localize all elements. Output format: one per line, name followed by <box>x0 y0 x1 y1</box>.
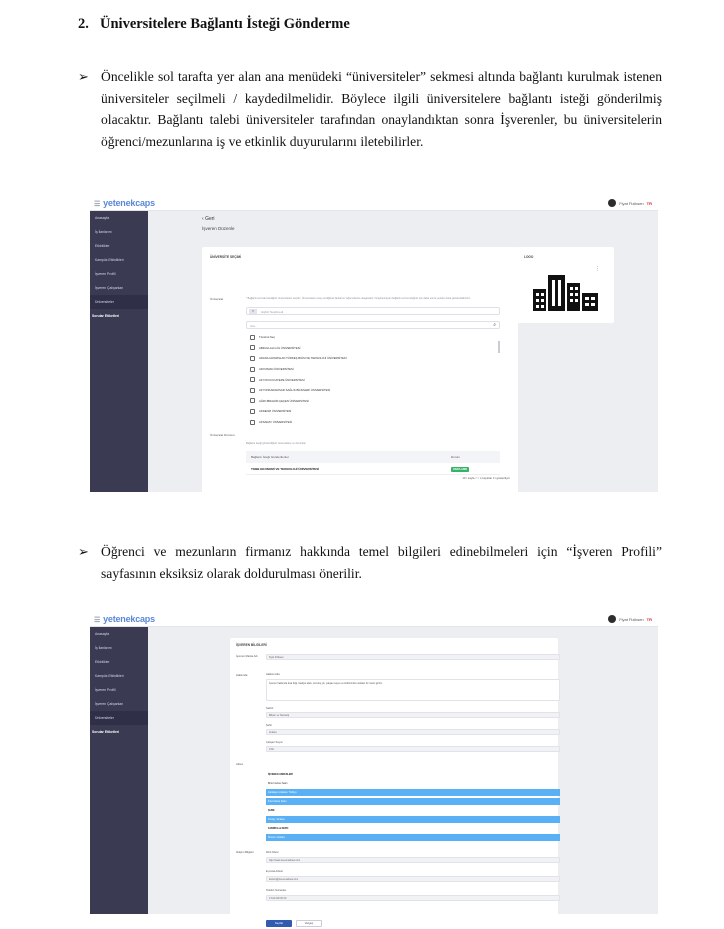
list-item-label: ABDULLAH GÜL ÜNİVERSİTESİ <box>259 345 301 350</box>
phone-input[interactable]: 0 312 000 00 00 <box>266 895 560 901</box>
sidebar-item[interactable]: İş İlanlarım <box>95 230 112 234</box>
sidebar-menu <box>90 211 148 492</box>
language-selector[interactable]: TR <box>646 200 652 206</box>
sidebar-item[interactable]: Anasayfa <box>95 632 110 636</box>
app-logo[interactable]: ☰ yetenekcaps <box>94 614 155 624</box>
city-label: Şehir <box>266 724 273 727</box>
sidebar-item[interactable]: Etkinlikler <box>95 660 110 664</box>
status-hint: Bağlantı isteği gönderdiğiniz üniversiteler ve durumları <box>246 442 307 445</box>
list-item[interactable] <box>250 417 504 428</box>
list-item-label: AĞRI İBRAHİM ÇEÇEN ÜNİVERSİTESİ <box>259 398 310 403</box>
bullet-text-1: Öncelikle sol tarafta yer alan ana menüdeki “üniversiteler” sekmesi altında bağlantı kurulmak istenen üniversiteler seçilmeli / kaydedilmelidir. Böylece ilgili üniversitelere bağlantı isteği gönderilmiş olacaktır. Bağlantı talebi üniversiteler tarafından onaylandıktan sonra İşverenler, bu üniversitelerin öğrenci/mezunlarına iş ve etkinlik duyurularını iletebilirler. <box>101 69 662 149</box>
app-topbar <box>90 196 658 211</box>
search-icon: ⌕ <box>493 322 496 328</box>
more-options-icon[interactable]: ⋮ <box>595 266 600 272</box>
sidebar-item[interactable]: Sorular Etiketleri <box>92 314 120 318</box>
university-search-input[interactable] <box>246 321 500 329</box>
address-option[interactable]: ŞUBE <box>268 809 275 812</box>
university-label: Üniversite <box>210 297 224 301</box>
section-heading <box>78 16 350 33</box>
list-item[interactable] <box>250 332 504 343</box>
address-label: Adres <box>236 763 244 766</box>
user-menu[interactable] <box>608 199 652 207</box>
address-option[interactable]: Çankaya / Ankara / Türkiye <box>266 789 560 796</box>
sidebar-item[interactable]: İş İlanlarım <box>95 646 112 650</box>
sidebar-item[interactable]: Sorular Etiketleri <box>92 730 120 734</box>
checkbox[interactable] <box>250 335 255 340</box>
about-sub-label: Hakkımızda <box>266 673 280 676</box>
firm-name-input[interactable]: Fiyat Fiziksen <box>266 654 560 660</box>
university-selection-card <box>202 247 518 497</box>
dropdown-toggle-icon[interactable]: ▾ <box>249 309 257 314</box>
sector-select[interactable]: Bilişim ve Teknoloji <box>266 712 560 718</box>
list-item[interactable] <box>250 385 504 396</box>
sidebar-menu <box>90 627 148 914</box>
sidebar-item[interactable]: İşveren Profili <box>95 688 116 692</box>
table-header-name: Bağlantı İsteği Gönderilenler <box>251 455 289 459</box>
size-label: Çalışan Sayısı <box>266 741 283 744</box>
contact-label: İletişim Bilgileri <box>236 851 254 854</box>
arrow-bullet-icon: ➢ <box>78 69 89 84</box>
employer-profile-form <box>230 638 558 929</box>
table-header-status: Durum <box>451 455 461 459</box>
list-item-label: ADIYAMAN ÜNİVERSİTESİ <box>259 367 294 372</box>
card-title: ÜNİVERSİTE SEÇİMİ <box>210 255 241 259</box>
email-input[interactable]: iletisim@isverenadresi.com <box>266 876 560 882</box>
address-option[interactable]: Birinci Adres Satırı <box>268 782 288 785</box>
sidebar-item[interactable]: Kampüs Etkinlikleri <box>95 258 124 262</box>
logo-card-title: LOGO <box>524 255 534 259</box>
avatar <box>608 199 616 207</box>
sidebar-item[interactable]: Etkinlikler <box>95 244 110 248</box>
city-select[interactable]: Ankara <box>266 729 560 735</box>
save-button[interactable]: Kaydet <box>266 920 292 927</box>
about-textarea[interactable]: İşveren hakkında kısa bilgi, faaliyet alanı, kuruluş yılı, çalışan sayısı ve kültürünüzü anlatan bir metin giriniz. <box>266 679 560 701</box>
list-item-label: AKSARAY ÜNİVERSİTESİ <box>259 420 293 425</box>
address-option[interactable]: Sincan / Ankara <box>266 834 560 841</box>
address-option[interactable]: FABRİKA & DEPO <box>268 827 289 830</box>
table-header <box>246 451 500 463</box>
table-row <box>246 463 500 475</box>
web-label: Web Sitesi <box>266 851 279 854</box>
menu-icon[interactable]: ☰ <box>94 201 101 208</box>
university-list <box>250 332 504 427</box>
sector-label: Sektör <box>266 707 274 710</box>
cancel-button[interactable]: Vazgeç <box>296 920 322 927</box>
checkbox[interactable] <box>250 420 255 425</box>
app-logo[interactable]: ☰ yetenekcaps <box>94 198 155 208</box>
screenshot-employer-profile-page <box>90 612 658 925</box>
checkbox[interactable] <box>250 398 255 403</box>
app-topbar <box>90 612 658 627</box>
list-scrollbar[interactable] <box>498 341 500 353</box>
list-item[interactable] <box>250 374 504 385</box>
sidebar-item[interactable]: Anasayfa <box>95 216 110 220</box>
checkbox[interactable] <box>250 367 255 372</box>
checkbox[interactable] <box>250 345 255 350</box>
connection-table <box>246 451 500 475</box>
form-title: İŞVEREN BİLGİLERİ <box>236 643 267 647</box>
menu-icon[interactable]: ☰ <box>94 617 101 624</box>
address-option[interactable]: İŞVEREN ADRESLERİ <box>268 773 293 776</box>
phone-label: Telefon Numarası <box>266 889 287 892</box>
status-badge: ONAYLANDI <box>453 467 467 471</box>
section-number: 2. <box>78 16 89 32</box>
list-item[interactable] <box>250 406 504 417</box>
logo-card <box>516 247 614 323</box>
checkbox[interactable] <box>250 356 255 361</box>
arrow-bullet-icon: ➢ <box>78 544 89 559</box>
university-hint: * Bağlantı kurmak istediğiniz üniversiteleri seçiniz. Üniversiteler onay verdiğinde ilanlarınız öğrencilerine ulaşacaktır. Onaylanmayan bağlantı kurma isteğiniz için daha sonra yeniden istek gönderebilirsiniz. <box>246 297 471 300</box>
firm-name-label: İşveren Marka Adı <box>236 655 258 658</box>
select-placeholder: Hiçbiri Seçilmedi <box>261 309 284 314</box>
back-link[interactable]: ‹ Geri <box>202 216 215 222</box>
address-option[interactable]: İkinci Adres Satırı <box>266 798 560 805</box>
bullet-paragraph-1 <box>78 66 662 152</box>
size-select[interactable]: 0-50 <box>266 746 560 752</box>
list-item[interactable] <box>250 396 504 407</box>
sidebar-item[interactable]: Üniversiteler <box>90 295 148 309</box>
web-input[interactable]: http://www.isverenadresi.com <box>266 857 560 863</box>
user-name: Fiyat Fiziksen <box>619 200 644 206</box>
bullet-text-2: Öğrenci ve mezunların firmanız hakkında temel bilgileri edinebilmeleri için “İşveren Profili” sayfasının eksiksiz olarak doldurulması önerilir. <box>101 544 662 581</box>
table-pagination[interactable]: 10 / sayfa < > 1 kayıttan 1'i gösteriliyor <box>462 476 510 480</box>
sidebar-item[interactable]: İşveren Çalışanları <box>95 702 124 706</box>
search-placeholder: Ara... <box>250 323 258 328</box>
user-menu[interactable] <box>608 615 652 623</box>
main-content <box>148 211 658 492</box>
checkbox[interactable] <box>250 409 255 414</box>
sidebar-item[interactable]: Kampüs Etkinlikleri <box>95 674 124 678</box>
email-label: E-posta Adresi <box>266 870 283 873</box>
list-item-label: AFYON KOCATEPE ÜNİVERSİTESİ <box>259 377 305 382</box>
about-label: Hakkında <box>236 674 248 677</box>
user-name: Fiyat Fiziksen <box>619 616 644 622</box>
page-title: İşveren Düzenle <box>202 226 235 231</box>
list-item[interactable] <box>250 364 504 375</box>
list-item-label: Tümünü Seç <box>259 335 275 340</box>
address-option[interactable]: Kızılay / Ankara <box>266 816 560 823</box>
checkbox[interactable] <box>250 377 255 382</box>
sidebar-item[interactable]: İşveren Profili <box>95 272 116 276</box>
section-title: Üniversitelere Bağlantı İsteği Gönderme <box>100 16 350 32</box>
avatar <box>608 615 616 623</box>
list-item-label: AKDENİZ ÜNİVERSİTESİ <box>259 409 292 414</box>
sidebar-item[interactable]: İşveren Çalışanları <box>95 286 124 290</box>
list-item-label: ADANA ALPARSLAN TÜRKEŞ BİLİM VE TEKNOLOJİ ÜNİVERSİTESİ <box>259 356 347 361</box>
bullet-paragraph-2 <box>78 541 662 584</box>
list-item-label: AFYONKARAHİSAR SAĞLIK BİLİMLERİ ÜNİVERSİTESİ <box>259 388 331 393</box>
row-university-name: TOBB EKONOMİ VE TEKNOLOJİ ÜNİVERSİTESİ <box>251 466 320 471</box>
list-item[interactable] <box>250 343 504 354</box>
main-content <box>148 627 658 925</box>
checkbox[interactable] <box>250 388 255 393</box>
building-logo-icon <box>530 273 602 315</box>
list-item[interactable] <box>250 353 504 364</box>
language-selector[interactable]: TR <box>646 616 652 622</box>
university-select[interactable] <box>246 307 500 315</box>
screenshot-universities-page <box>90 196 658 492</box>
sidebar-item[interactable]: Üniversiteler <box>90 711 148 725</box>
status-label: Üniversite Durumu <box>210 433 235 437</box>
